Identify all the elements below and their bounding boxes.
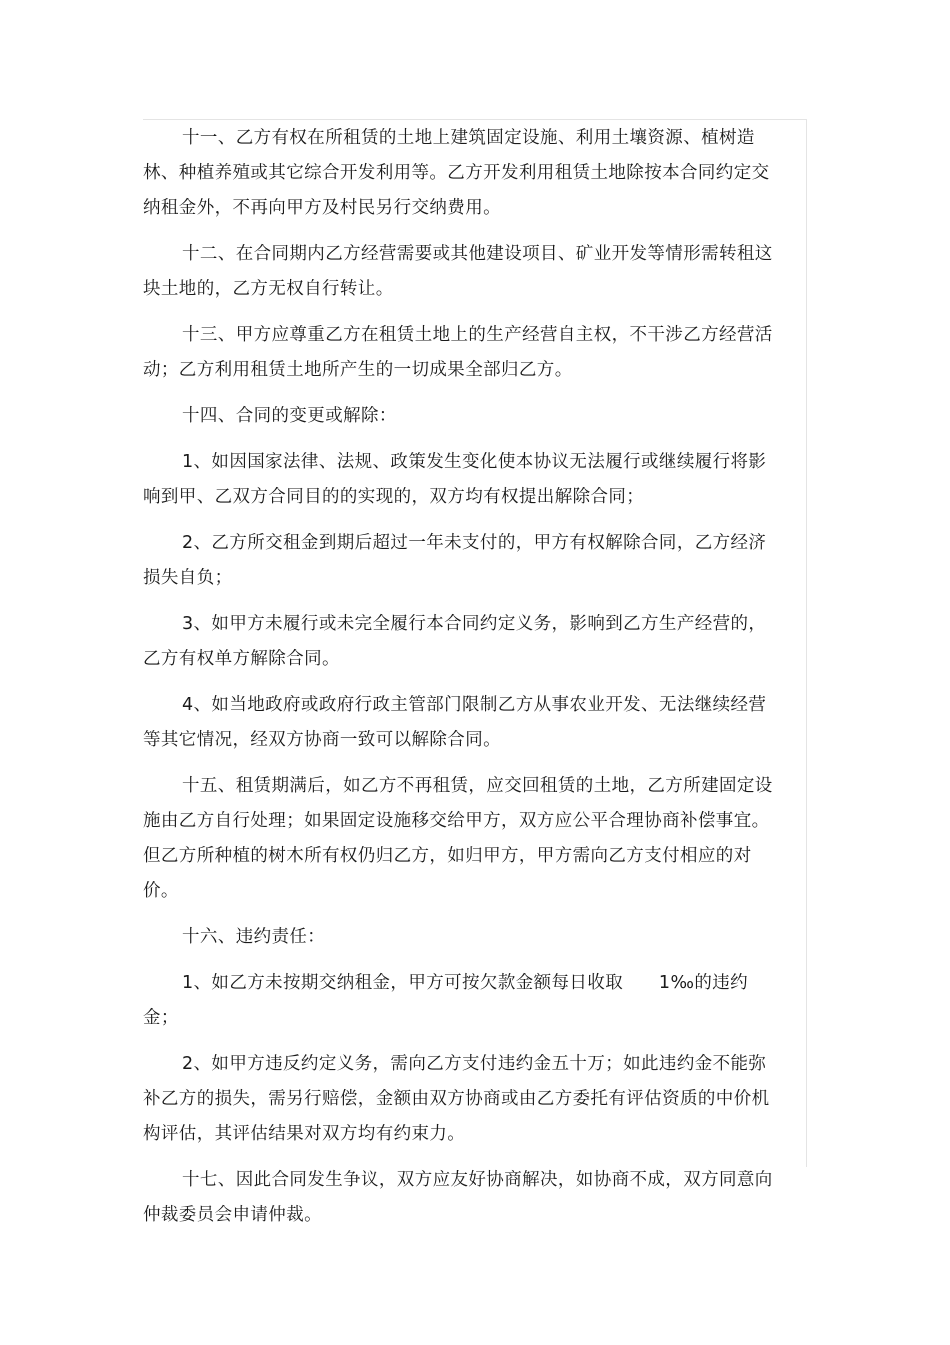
clause-14-heading: 十四、合同的变更或解除： bbox=[182, 406, 397, 426]
clause-17: 十七、因此合同发生争议，双方应友好协商解决，如协商不成，双方同意向 仲裁委员会申请仲裁。 bbox=[143, 1170, 773, 1225]
clause-14-item-3: 3、如甲方未履行或未完全履行本合同约定义务，影响到乙方生产经营的，乙方有权单方解除合同。 bbox=[143, 614, 767, 669]
clause-11: 十一、乙方有权在所租赁的土地上建筑固定设施、利用土壤资源、植树造林、种植养殖或其它综合开发利用等。乙方开发利用租赁土地除按本合同约定交纳租金外，不再向甲方及村民另行交纳费用。 bbox=[143, 128, 770, 218]
clause-15: 十五、租赁期满后，如乙方不再租赁，应交回租赁的土地，乙方所建固定设施由乙方自行处理；如果固定设施移交给甲方，双方应公平合理协商补偿事宜。但乙方所种植的树木所有权仍归乙方，如归甲方，甲方需向乙方支付相应的对价。 bbox=[143, 776, 773, 901]
clause-12: 十二、在合同期内乙方经营需要或其他建设项目、矿业开发等情形需转租这块土地的，乙方无权自行转让。 bbox=[143, 244, 773, 299]
clause-13: 十三、甲方应尊重乙方在租赁土地上的生产经营自主权，不干涉乙方经营活动；乙方利用租赁土地所产生的一切成果全部归乙方。 bbox=[143, 325, 773, 380]
clause-14-item-1: 1、如因国家法律、法规、政策发生变化使本协议无法履行或继续履行将影响到甲、乙双方合同目的的实现的，双方均有权提出解除合同； bbox=[143, 452, 767, 507]
clause-16-heading: 十六、违约责任： bbox=[182, 927, 326, 947]
clause-14-item-2: 2、乙方所交租金到期后超过一年未支付的，甲方有权解除合同，乙方经济损失自负； bbox=[143, 533, 767, 588]
clause-16-item-1: 1、如乙方未按期交纳租金，甲方可按欠款金额每日收取 1‰的违约金； bbox=[143, 973, 749, 1028]
clause-16-item-2: 2、如甲方违反约定义务，需向乙方支付违约金五十万；如此违约金不能弥补乙方的损失，需另行赔偿，金额由双方协商或由乙方委托有评估资质的中价机构评估，其评估结果对双方均有约束力。 bbox=[143, 1054, 770, 1144]
clause-14-item-4: 4、如当地政府或政府行政主管部门限制乙方从事农业开发、无法继续经营等其它情况，经双方协商一致可以解除合同。 bbox=[143, 695, 767, 750]
contract-text bbox=[143, 121, 773, 1244]
